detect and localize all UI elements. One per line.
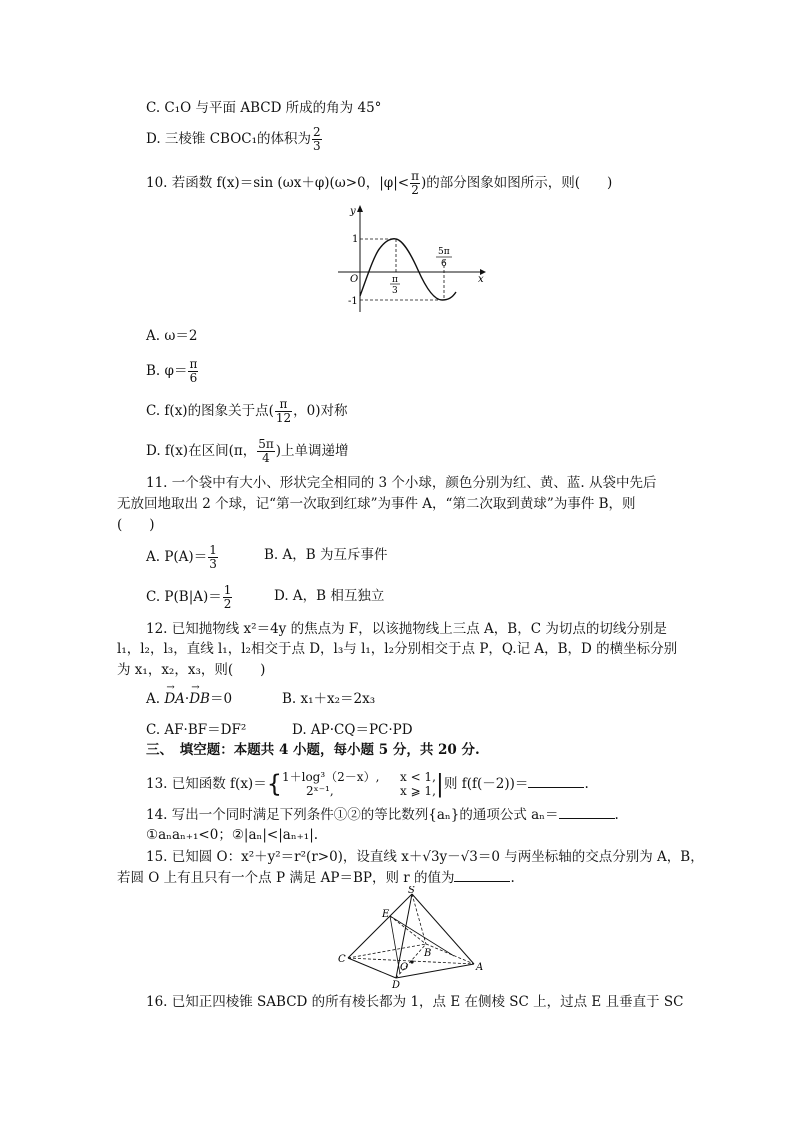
pyramid-figure <box>334 886 494 990</box>
x-tick2-num: 5π <box>438 247 450 257</box>
q11-line3: ( ) <box>117 517 155 533</box>
label-e: E <box>382 909 390 920</box>
q10-option-d: D. f(x)在区间(π， $\frac{5\pi}{4}$ )上单调递增 <box>146 437 349 465</box>
q12-line3: 为 x₁，x₂，x₃，则( ) <box>117 662 266 678</box>
q10-option-c: C. f(x)的图象关于点( $\frac{\pi}{12}$ ，0)对称 <box>146 397 348 425</box>
q11-option-d: D. A，B 相互独立 <box>274 588 385 604</box>
y-max-label: 1 <box>352 234 359 245</box>
q12-line1: 12. 已知抛物线 x²＝4y 的焦点为 F，以该抛物线上三点 A，B，C 为切点的切线分别是 <box>146 621 667 637</box>
q9-option-d <box>146 126 323 153</box>
label-b: B <box>424 948 432 959</box>
q15-answer-blank[interactable] <box>454 869 510 882</box>
q10-sine-graph <box>330 200 490 318</box>
q9-option-d-fraction: $\frac{2}{3}$ <box>313 125 321 153</box>
q10-stem-fraction: $\frac{\pi}{2}$ <box>411 169 419 197</box>
q14-line2: ①aₙaₙ₊₁<0；②|aₙ|<|aₙ₊₁|. <box>146 827 319 843</box>
q9-option-c: C. C₁O 与平面 ABCD 所成的角为 45° <box>146 100 382 116</box>
q10-option-a: A. ω＝2 <box>146 328 198 344</box>
section-3-heading: 三、 填空题：本题共 4 小题，每小题 5 分，共 20 分. <box>146 742 480 758</box>
x-tick1-den: 3 <box>392 286 398 296</box>
q14-line1: 14. 写出一个同时满足下列条件①②的等比数列{aₙ}的通项公式 aₙ＝ . <box>146 807 619 823</box>
q11-line1: 11. 一个袋中有大小、形状完全相同的 3 个小球，颜色分别为红、黄、蓝. 从袋中先后 <box>146 475 657 491</box>
q16-line1: 16. 已知正四棱锥 SABCD 的所有棱长都为 1，点 E 在侧棱 SC 上，过点 E 且垂直于 SC <box>146 994 684 1010</box>
q11-option-a: A. P(A)＝ $\frac{1}{3}$ <box>146 543 217 571</box>
q12-option-a: A. → DA·→ DB＝0 <box>146 690 232 708</box>
q11-option-b: B. A，B 为互斥事件 <box>264 547 388 563</box>
q13: 13. 已知函数 f(x)＝{ 1＋log³（2－x）, x < 1, 2ˣ⁻¹, x ⩾ 1, |则 f(f(－2))＝ . <box>146 770 589 798</box>
label-d: D <box>392 980 401 990</box>
q10-stem: 10. 若函数 f(x)＝sin (ωx＋φ)(ω>0，|φ|< $\frac{\pi}{2}$ )的部分图象如图所示，则( ) <box>146 169 613 197</box>
q11-line2: 无放回地取出 2 个球，记“第一次取到红球”为事件 A，“第二次取到黄球”为事件 B，则 <box>117 496 636 512</box>
x-axis-label: x <box>478 274 484 285</box>
q10-option-b: B. φ＝ $\frac{\pi}{6}$ <box>146 357 198 385</box>
origin-label: O <box>350 274 359 285</box>
label-c: C <box>338 954 346 965</box>
y-min-label: -1 <box>348 296 358 307</box>
q12-option-c: C. AF·BF＝DF² <box>146 722 247 738</box>
label-o: O <box>400 962 409 973</box>
q12-option-b: B. x₁＋x₂＝2x₃ <box>282 691 376 707</box>
y-axis-arrow <box>357 205 363 212</box>
q9-option-d-text: D. 三棱锥 CBOC₁的体积为 <box>146 131 312 147</box>
q12-line2: l₁，l₂，l₃，直线 l₁，l₂相交于点 D，l₃与 l₁，l₂分别相交于点 P，Q.记 A，B，D 的横坐标分别 <box>117 641 678 657</box>
point-p <box>410 960 413 963</box>
label-s: S <box>408 886 415 896</box>
q12-option-d: D. AP·CQ＝PC·PD <box>292 722 413 738</box>
q14-answer-blank[interactable] <box>559 806 615 819</box>
q13-piecewise: 1＋log³（2－x）, x < 1, 2ˣ⁻¹, x ⩾ 1, <box>281 770 436 798</box>
y-axis-label: y <box>350 206 356 217</box>
q15-line1: 15. 已知圆 O：x²＋y²＝r²(r>0)，设直线 x＋√3y－√3＝0 与两坐标轴的交点分别为 A，B， <box>146 849 704 865</box>
x-tick2-den: 6 <box>441 259 447 269</box>
label-a: A <box>476 962 484 973</box>
q13-answer-blank[interactable] <box>528 775 584 788</box>
q11-option-c: C. P(B|A)＝ $\frac{1}{2}$ <box>146 583 232 611</box>
x-tick1-num: π <box>392 275 398 285</box>
q15-line2: 若圆 O 上有且只有一个点 P 满足 AP＝BP，则 r 的值为 . <box>117 870 515 886</box>
